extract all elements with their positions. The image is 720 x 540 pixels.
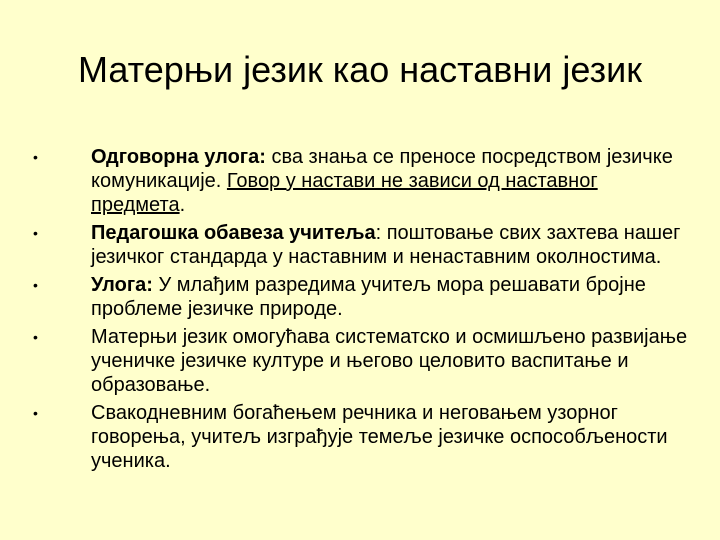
bullet-1-underlined-text: Говор у настави не зависи од наставног предмета	[91, 170, 598, 216]
bullet-icon: •	[33, 405, 38, 421]
bullet-icon: •	[33, 149, 38, 165]
bullet-item-5	[0, 401, 691, 473]
bullet-1-text: сва знања се преносе посредством језичке комуникације.	[91, 146, 673, 192]
bullet-2-text: : поштовање свих захтева нашег језичког стандарда у наставним и ненаставним околностима.	[91, 222, 681, 268]
bullet-icon: •	[33, 277, 38, 293]
slide-title: Матерњи језик као наставни језик	[77, 49, 642, 90]
bullet-4-text: Матерњи језик омогућава систематско и осмишљено развијање ученичке језичке културе и његово целовито васпитање и образовање.	[91, 326, 688, 396]
bullet-3-text: У млађим разредима учитељ мора решавати бројне проблеме језичке природе.	[91, 274, 646, 320]
bullet-item-2	[0, 221, 691, 269]
bullet-item-4	[0, 325, 691, 397]
bullet-list	[0, 145, 720, 477]
bullet-3-bold-text: Улога:	[91, 274, 153, 296]
bullet-1-bold-text: Одговорна улога:	[91, 146, 266, 168]
bullet-item-1	[0, 145, 691, 217]
bullet-icon: •	[33, 225, 38, 241]
bullet-5-text: Свакодневним богаћењем речника и неговањем узорног говорења, учитељ изграђује темеље језичке оспособљености ученика.	[91, 402, 668, 472]
bullet-2-bold-text: Педагошка обавеза учитеља	[91, 222, 376, 244]
bullet-item-3	[0, 273, 691, 321]
bullet-icon: •	[33, 329, 38, 345]
bullet-1-end-text: .	[179, 194, 186, 216]
